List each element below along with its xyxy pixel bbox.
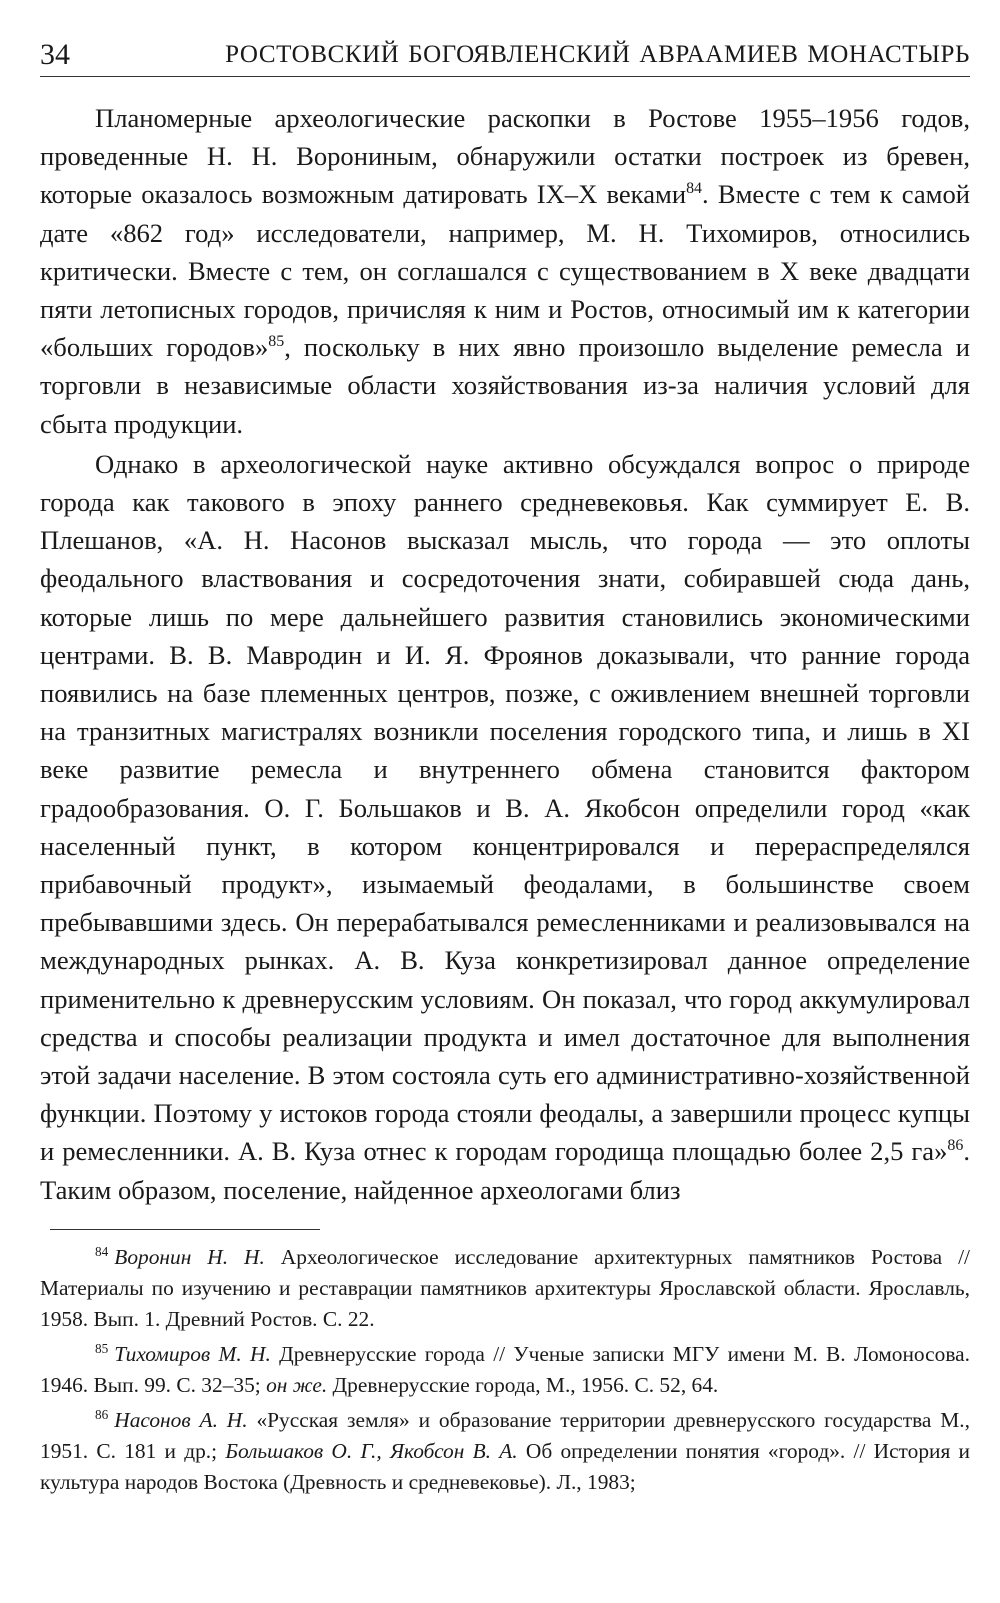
footnote-divider — [50, 1229, 320, 1230]
page-number: 34 — [40, 38, 70, 71]
footnote — [40, 1339, 970, 1401]
footnote — [40, 1242, 970, 1335]
footnote-text: Об определении понятия «город». // История и культура народов Востока (Древность и средневековье). Л., 1983; — [40, 1438, 970, 1494]
paragraph-text: , поскольку в них явно произошло выделение ремесла и торговли в независимые области хозяйствования из-за наличия условий для сбыта продукции. — [40, 332, 970, 439]
footnote-ref[interactable]: 84 — [686, 180, 703, 198]
paragraph — [40, 99, 970, 443]
paragraph-text: . Таким образом, поселение, найденное археологами близ — [40, 1136, 970, 1205]
footnote-author: он же. — [266, 1372, 328, 1397]
footnote-text: Древнерусские города // Ученые записки МГУ имени М. В. Ломоносова. 1946. Вып. 99. С. 32–35; — [40, 1341, 970, 1397]
running-title: РОСТОВСКИЙ БОГОЯВЛЕНСКИЙ АВРААМИЕВ МОНАСТЫРЬ — [225, 41, 970, 68]
paragraph-text: Однако в археологической науке активно обсуждался вопрос о природе города как такового в эпоху раннего средневековья. Как суммирует Е. В. Плешанов, «А. Н. Насонов высказал мысль, что города — это оплоты феодального властвования и сосредоточения знати, собиравшей сюда дань, которые лишь по мере дальнейшего развития становились экономическими центрами. В. В. Мавродин и И. Я. Фроянов доказывали, что ранние города появились на базе племенных центров, позже, с оживлением внешней торговли на транзитных магистралях возникли поселения городского типа, и лишь в XI веке развитие ремесла и внутреннего обмена становится фактором градообразования. О. Г. Большаков и В. А. Якобсон определили город «как населенный пункт, в котором концентрировался и перераспределялся прибавочный продукт», изымаемый феодалами, в большинстве своем пребывавшими здесь. Он перерабатывался ремесленниками и реализовывался на международных рынках. А. В. Куза конкретизировал данное определение применительно к древнерусским условиям. Он показал, что город аккумулировал средства и способы реализации продукта и имел достаточное для выполнения этой задачи население. В этом состояла суть его административно-хозяйственной функции. Поэтому у истоков города стояли феодалы, а завершили процесс купцы и ремесленники. А. В. Куза отнес к городам городища площадью более 2,5 га» — [40, 448, 970, 1167]
footnote-text: «Русская земля» и образование территории древнерусского государства М., 1951. С. 181 и др.; — [40, 1407, 971, 1463]
footnote-author: Большаков О. Г., Якобсон В. А. — [225, 1438, 518, 1463]
footnote-number: 85 — [95, 1340, 109, 1356]
page-header — [40, 28, 970, 77]
book-page — [40, 28, 970, 1502]
paragraph — [40, 445, 970, 1209]
main-text — [40, 99, 970, 1209]
footnote-number: 84 — [95, 1243, 109, 1259]
paragraph-text: Планомерные археологические раскопки в Ростове 1955–1956 годов, проведенные Н. Н. Ворониным, обнаружили остатки построек из бревен, которые оказалось возможным датировать IX–X веками — [40, 103, 970, 210]
footnote-author: Насонов А. Н. — [114, 1407, 248, 1432]
footnote-number: 86 — [95, 1406, 109, 1422]
footnote-ref[interactable]: 86 — [947, 1137, 964, 1155]
paragraph-text: . Вместе с тем к самой дате «862 год» исследователи, например, М. Н. Тихомиров, относились критически. Вместе с тем, он соглашался с существованием в X веке двадцати пяти летописных городов, причисляя к ним и Ростов, относимый им к категории «больших городов» — [40, 179, 970, 363]
footnotes — [40, 1242, 970, 1498]
footnote-author: Тихомиров М. Н. — [114, 1341, 271, 1366]
footnote-ref[interactable]: 85 — [268, 333, 285, 351]
footnote-text: Археологическое исследование архитектурных памятников Ростова // Материалы по изучению и реставрации памятников архитектуры Ярославской области. Ярославль, 1958. Вып. 1. Древний Ростов. С. 22. — [40, 1244, 970, 1331]
footnote-text: Древнерусские города, М., 1956. С. 52, 64. — [327, 1372, 719, 1397]
footnote — [40, 1405, 970, 1498]
footnote-author: Воронин Н. Н. — [114, 1244, 265, 1269]
